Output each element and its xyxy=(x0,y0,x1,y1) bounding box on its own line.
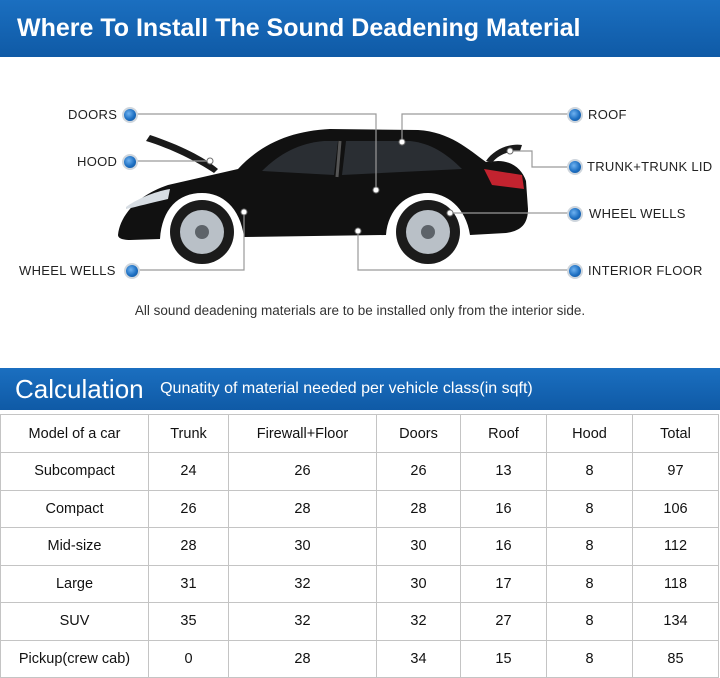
label-doors: DOORS xyxy=(68,107,118,122)
table-cell: Large xyxy=(1,565,149,603)
car-trunk-open xyxy=(486,145,522,163)
calculation-title: Calculation xyxy=(15,374,144,404)
table-cell: 85 xyxy=(633,640,719,678)
wheel-wells-right-marker-icon xyxy=(567,206,583,222)
table-cell: SUV xyxy=(1,603,149,641)
doors-marker-icon xyxy=(122,107,138,123)
table-cell: 28 xyxy=(377,490,461,528)
page-title: Where To Install The Sound Deadening Material xyxy=(17,14,581,42)
table-cell: 16 xyxy=(461,490,547,528)
table-cell: 0 xyxy=(149,640,229,678)
table-cell: 97 xyxy=(633,453,719,491)
table-cell: 26 xyxy=(377,453,461,491)
table-cell: 26 xyxy=(229,453,377,491)
label-trunk: TRUNK+TRUNK LID xyxy=(587,159,713,174)
table-cell: 27 xyxy=(461,603,547,641)
table-cell: 17 xyxy=(461,565,547,603)
column-header: Trunk xyxy=(149,415,229,453)
table-header-row xyxy=(1,415,719,453)
wheel-wells-left-marker-icon xyxy=(124,263,140,279)
table-cell: Subcompact xyxy=(1,453,149,491)
table-cell: 30 xyxy=(377,528,461,566)
table-cell: 32 xyxy=(229,603,377,641)
table-cell: 8 xyxy=(547,453,633,491)
table-cell: 34 xyxy=(377,640,461,678)
table-cell: 112 xyxy=(633,528,719,566)
label-wheel-wells-right: WHEEL WELLS xyxy=(589,206,686,221)
table-cell: 118 xyxy=(633,565,719,603)
label-hood: HOOD xyxy=(77,154,118,169)
table-cell: 13 xyxy=(461,453,547,491)
table-cell: 30 xyxy=(229,528,377,566)
roof-marker-icon xyxy=(567,107,583,123)
column-header: Doors xyxy=(377,415,461,453)
table-cell: 28 xyxy=(149,528,229,566)
table-cell: 8 xyxy=(547,565,633,603)
label-roof: ROOF xyxy=(588,107,627,122)
table-cell: 35 xyxy=(149,603,229,641)
column-header: Firewall+Floor xyxy=(229,415,377,453)
table-row xyxy=(1,640,719,678)
hood-marker-icon xyxy=(122,154,138,170)
table-cell: 24 xyxy=(149,453,229,491)
car-hood-open xyxy=(146,135,218,173)
table-cell: 8 xyxy=(547,528,633,566)
material-table xyxy=(0,414,719,678)
car-diagram xyxy=(0,57,720,367)
page-title-banner xyxy=(0,0,720,57)
table-row xyxy=(1,453,719,491)
table-cell: 31 xyxy=(149,565,229,603)
calculation-subtitle: Qunatity of material needed per vehicle class(in sqft) xyxy=(160,380,533,397)
installation-note: All sound deadening materials are to be installed only from the interior side. xyxy=(134,303,586,318)
table-cell: 28 xyxy=(229,640,377,678)
table-cell: 8 xyxy=(547,603,633,641)
table-cell: 32 xyxy=(377,603,461,641)
column-header: Model of a car xyxy=(1,415,149,453)
label-wheel-wells-left: WHEEL WELLS xyxy=(19,263,116,278)
table-cell: 28 xyxy=(229,490,377,528)
table-cell: 30 xyxy=(377,565,461,603)
table-cell: 134 xyxy=(633,603,719,641)
calculation-header xyxy=(0,368,720,410)
table-row xyxy=(1,603,719,641)
column-header: Roof xyxy=(461,415,547,453)
interior-floor-marker-icon xyxy=(567,263,583,279)
table-row xyxy=(1,528,719,566)
table-cell: 8 xyxy=(547,490,633,528)
table-row xyxy=(1,565,719,603)
table-cell: 8 xyxy=(547,640,633,678)
table-cell: 26 xyxy=(149,490,229,528)
car-wheel-front xyxy=(170,200,234,264)
trunk-marker-icon xyxy=(567,159,583,175)
table-cell: Mid-size xyxy=(1,528,149,566)
table-row xyxy=(1,490,719,528)
column-header: Hood xyxy=(547,415,633,453)
table-cell: 15 xyxy=(461,640,547,678)
column-header: Total xyxy=(633,415,719,453)
label-interior-floor: INTERIOR FLOOR xyxy=(588,263,703,278)
table-cell: 106 xyxy=(633,490,719,528)
table-cell: 32 xyxy=(229,565,377,603)
table-cell: Pickup(crew cab) xyxy=(1,640,149,678)
table-cell: 16 xyxy=(461,528,547,566)
table-cell: Compact xyxy=(1,490,149,528)
